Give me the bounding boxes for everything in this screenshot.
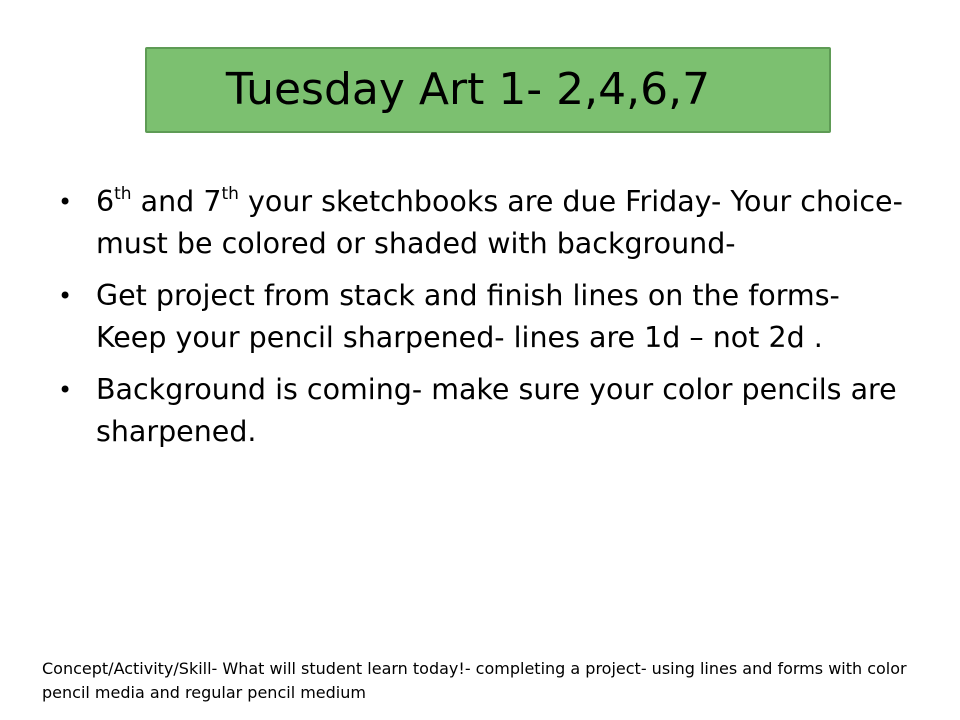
bullet-dot-icon: • xyxy=(58,188,73,216)
slide-title: Tuesday Art 1- 2,4,6,7 xyxy=(225,64,711,115)
bullet-list xyxy=(58,181,918,463)
bullet-item-project xyxy=(58,275,918,359)
bullet-text-part: and 7 xyxy=(131,185,222,218)
ordinal-suffix: th xyxy=(221,183,239,204)
bullet-text: Background is coming- make sure your color pencils are sharpened. xyxy=(96,373,897,448)
bullet-text-part: 6 xyxy=(96,185,115,218)
footer-note: Concept/Activity/Skill- What will student learn today!- completing a project- using lines and forms with color pencil media and regular pencil medium xyxy=(42,659,907,702)
bullet-item-background xyxy=(58,369,918,453)
bullet-item-sketchbooks xyxy=(58,181,918,265)
bullet-text: Get project from stack and finish lines on the forms- Keep your pencil sharpened- lines are 1d – not 2d . xyxy=(96,279,840,354)
ordinal-suffix: th xyxy=(114,183,132,204)
bullet-text xyxy=(96,185,903,260)
bullet-dot-icon: • xyxy=(58,376,73,404)
bullet-text-part: your sketchbooks are due Friday- Your choice- must be colored or shaded with background- xyxy=(96,185,903,260)
title-box xyxy=(145,47,831,133)
bullet-dot-icon: • xyxy=(58,282,73,310)
